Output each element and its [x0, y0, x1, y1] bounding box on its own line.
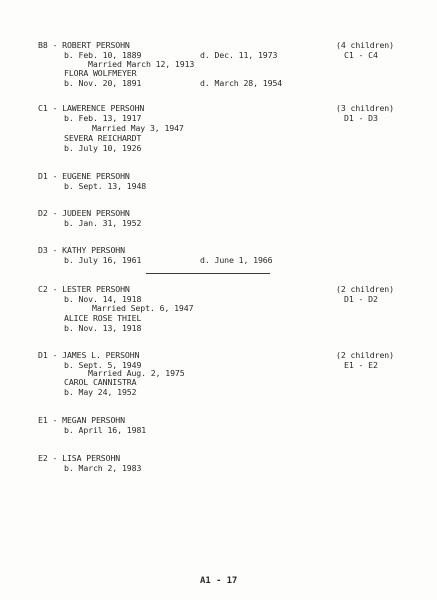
- entry-b8-died: d. Dec. 11, 1973: [200, 50, 278, 60]
- entry-c2-head: C2 - LESTER PERSOHN: [38, 284, 130, 294]
- page-number: A1 - 17: [200, 576, 238, 586]
- entry-d1-james-children: (2 children): [336, 350, 394, 360]
- entry-b8-spouse-died: d. March 28, 1954: [200, 78, 283, 88]
- entry-d1-eugene-born: b. Sept. 13, 1948: [64, 181, 147, 191]
- entry-e1-born: b. April 16, 1981: [64, 425, 147, 435]
- entry-c2-spouse: ALICE ROSE THIEL: [64, 313, 142, 323]
- entry-c2-married: Married Sept. 6, 1947: [92, 303, 194, 313]
- entry-c1-married: Married May 3, 1947: [92, 123, 184, 133]
- entry-b8-head: B8 - ROBERT PERSOHN: [38, 40, 130, 50]
- entry-c1-range: D1 - D3: [344, 113, 378, 123]
- section-divider: [146, 273, 270, 274]
- entry-b8-married: Married March 12, 1913: [88, 59, 195, 69]
- entry-c1-children: (3 children): [336, 103, 394, 113]
- entry-d3-head: D3 - KATHY PERSOHN: [38, 245, 125, 255]
- entry-b8-born: b. Feb. 10, 1889: [64, 50, 142, 60]
- entry-d1-james-married: Married Aug. 2, 1975: [88, 368, 185, 378]
- entry-c2-children: (2 children): [336, 284, 394, 294]
- entry-c2-range: D1 - D2: [344, 294, 378, 304]
- entry-c1-spouse-born: b. July 10, 1926: [64, 143, 142, 153]
- entry-d3-born: b. July 16, 1961: [64, 255, 142, 265]
- entry-c2-born: b. Nov. 14, 1918: [64, 294, 142, 304]
- entry-d1-james-range: E1 - E2: [344, 360, 378, 370]
- entry-d1-james-spouse-born: b. May 24, 1952: [64, 387, 137, 397]
- entry-c1-born: b. Feb. 13, 1917: [64, 113, 142, 123]
- entry-c2-spouse-born: b. Nov. 13, 1918: [64, 323, 142, 333]
- entry-d1-james-born: b. Sept. 5, 1949: [64, 360, 142, 370]
- entry-d1-james-spouse: CAROL CANNISTRA: [64, 377, 137, 387]
- entry-e2-born: b. March 2, 1983: [64, 463, 142, 473]
- entry-d2-head: D2 - JUDEEN PERSOHN: [38, 208, 130, 218]
- entry-b8-range: C1 - C4: [344, 50, 378, 60]
- entry-d3-died: d. June 1, 1966: [200, 255, 273, 265]
- entry-b8-spouse-born: b. Nov. 20, 1891: [64, 78, 142, 88]
- entry-c1-head: C1 - LAWERENCE PERSOHN: [38, 103, 145, 113]
- entry-d2-born: b. Jan. 31, 1952: [64, 218, 142, 228]
- entry-d1-james-head: D1 - JAMES L. PERSOHN: [38, 350, 140, 360]
- entry-e1-head: E1 - MEGAN PERSOHN: [38, 415, 125, 425]
- entry-d1-eugene-head: D1 - EUGENE PERSOHN: [38, 171, 130, 181]
- entry-c1-spouse: SEVERA REICHARDT: [64, 133, 142, 143]
- entry-e2-head: E2 - LISA PERSOHN: [38, 453, 121, 463]
- entry-b8-children: (4 children): [336, 40, 394, 50]
- entry-b8-spouse: FLORA WOLFMEYER: [64, 68, 137, 78]
